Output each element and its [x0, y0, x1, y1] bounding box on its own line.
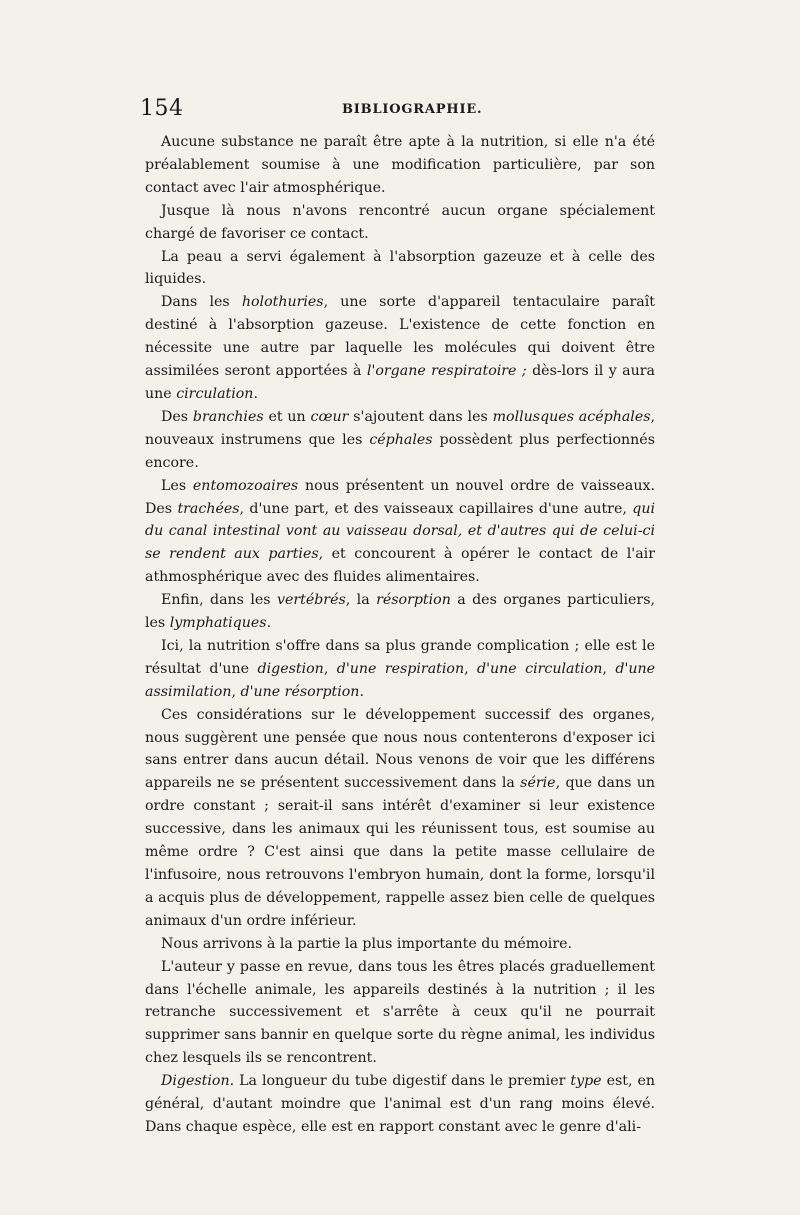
italic-text: d'une circulation	[477, 660, 603, 677]
page-number: 154	[140, 96, 184, 121]
text-run: , une sorte d'appareil tentaculaire paraît destiné à l'absorption gazeuse. L'existence de cette fonction en nécessite une autre par laquelle les molécules qui doivent être assimilées seront apportées à	[145, 294, 655, 380]
page-header	[140, 96, 660, 126]
italic-text: lymphatiques	[169, 615, 267, 632]
paragraph	[145, 956, 655, 1071]
text-run: ,	[602, 660, 616, 677]
paragraph	[145, 131, 655, 200]
paragraph	[145, 635, 655, 704]
text-run: ,	[231, 683, 241, 700]
text-run: Nous arrivons à la partie la plus importante du mémoire.	[161, 935, 573, 952]
text-run: , nouveaux instrumens que les	[145, 408, 656, 448]
italic-text: qui du canal intestinal vont au vaisseau dorsal, et d'autres qui de celui-ci se rendent aux parties	[145, 500, 656, 563]
text-run: La peau a servi également à l'absorption gazeuze et à celle des liquides.	[145, 248, 655, 288]
text-run: Des	[161, 408, 193, 425]
text-run: s'ajoutent dans les	[348, 408, 493, 425]
text-run: Les	[161, 477, 193, 494]
text-run: Jusque là nous n'avons rencontré aucun organe spécialement chargé de favoriser ce contact.	[145, 202, 655, 242]
text-run: , que dans un ordre constant ; serait-il sans intérêt d'examiner si leur existence successive, dans les animaux qui les réunissent tous, est soumise au même ordre ? C'est ainsi que dans la petite masse cellulaire de l'infusoire, nous retrouvons l'embryon humain, dont la forme, lorsqu'il a acquis plus de développement, rappelle assez bien celle de quelques animaux d'un ordre inférieur.	[145, 775, 655, 929]
italic-text: vertébrés	[276, 592, 346, 609]
text-run: . La longueur du tube digestif dans le premier	[229, 1073, 571, 1090]
text-run: , d'une part, et des vaisseaux capillaires d'une autre,	[239, 500, 633, 517]
text-run: a des organes particuliers, les	[145, 592, 655, 632]
text-run: , la	[345, 592, 377, 609]
text-run: , et concourent à opérer le contact de l'air athmosphérique avec des fluides alimentaires.	[145, 546, 655, 586]
text-run: .	[266, 615, 272, 632]
italic-text: circulation	[176, 385, 254, 402]
text-run: Dans les	[161, 294, 242, 311]
text-run: Ici, la nutrition s'offre dans sa plus grande complication ; elle est le résultat d'une	[145, 637, 655, 677]
italic-text: holothuries	[241, 294, 324, 311]
italic-text: série	[520, 775, 556, 792]
text-run: dès-lors il y aura une	[145, 363, 655, 402]
text-run: ,	[464, 660, 478, 677]
paragraph	[145, 704, 655, 933]
italic-text: Digestion	[161, 1073, 230, 1090]
paragraph	[145, 475, 655, 590]
text-run: nous présentent un nouvel ordre de vaisseaux. Des	[145, 477, 656, 517]
paragraph	[145, 589, 655, 635]
text-run: Enfin, dans les	[161, 592, 277, 609]
text-run: ,	[323, 660, 337, 677]
italic-text: digestion	[257, 660, 324, 677]
italic-text: entomozoaires	[192, 477, 299, 494]
italic-text: d'une assimilation	[145, 660, 656, 700]
paragraph	[145, 246, 655, 292]
paragraph	[145, 1070, 655, 1139]
italic-text: l'organe respiratoire ;	[366, 363, 527, 380]
italic-text: résorption	[376, 592, 451, 609]
paragraph	[145, 291, 655, 406]
italic-text: d'une respiration	[336, 660, 465, 677]
text-run: Ces considérations sur le développement successif des organes, nous suggèrent une pensée que nous nous contenterons d'exposer ici sans entrer dans aucun détail. Nous venons de voir que les différens appareils ne se présentent successivement dans la	[145, 706, 655, 792]
body-text	[145, 131, 655, 1139]
italic-text: branchies	[192, 408, 264, 425]
text-run: .	[253, 385, 258, 402]
italic-text: trachées	[177, 500, 240, 517]
italic-text: céphales	[369, 431, 433, 448]
text-run: L'auteur y passe en revue, dans tous les êtres placés graduellement dans l'échelle animale, les appareils destinés à la nutrition ; il les retranche successivement et s'arrête à ceux qu'il ne pourrait supprimer sans bannir en quelque sorte du règne animal, les individus chez lesquels ils se rencontrent.	[145, 958, 655, 1067]
text-run: .	[359, 683, 364, 700]
italic-text: cœur	[310, 408, 349, 425]
text-run: Aucune substance ne paraît être apte à la nutrition, si elle n'a été préalablement soumise à une modification particulière, par son contact avec l'air atmosphérique.	[145, 134, 655, 196]
italic-text: type	[570, 1073, 602, 1090]
italic-text: d'une résorption	[240, 683, 360, 700]
text-run: et un	[263, 408, 311, 425]
text-run: est, en général, d'autant moindre que l'animal est d'un rang moins élevé. Dans chaque espèce, elle est en rapport constant avec le genre d'ali-	[145, 1073, 655, 1135]
paragraph	[145, 933, 655, 956]
running-head: BIBLIOGRAPHIE.	[342, 102, 483, 117]
paragraph	[145, 406, 655, 475]
paragraph	[145, 200, 655, 246]
italic-text: mollusques acéphales	[492, 408, 651, 425]
text-run: possèdent plus perfectionnés encore.	[145, 431, 655, 471]
